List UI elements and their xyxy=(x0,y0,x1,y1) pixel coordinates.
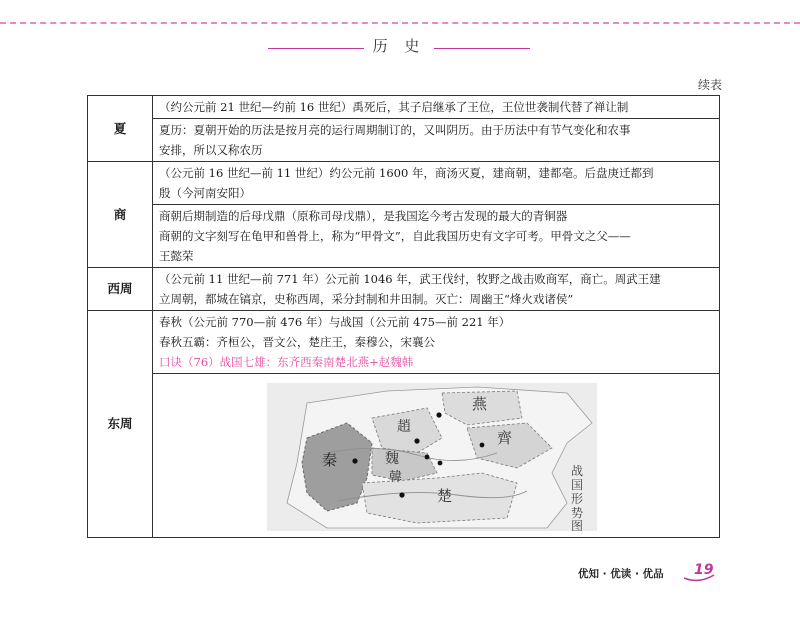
table-row xyxy=(88,374,720,538)
cell-text: 王懿荣 xyxy=(159,249,194,263)
page-number: 19 xyxy=(694,562,714,578)
table-cell xyxy=(153,162,720,205)
era-western-zhou: 西周 xyxy=(88,268,153,311)
header-rule-right xyxy=(434,48,530,49)
mnemonic-text: 口诀（76）战国七雄：东齐西秦南楚北燕+赵魏韩 xyxy=(159,355,414,369)
table-cell xyxy=(153,311,720,374)
map-label-wei: 魏 xyxy=(385,451,399,467)
map-caption-char: 图 xyxy=(571,519,584,531)
top-dashed-border xyxy=(0,22,800,24)
map-label-qin: 秦 xyxy=(322,451,338,469)
cell-text: 春秋（公元前 770—前 476 年）与战国（公元前 475—前 221 年） xyxy=(159,315,511,329)
cell-text: 安排，所以又称农历 xyxy=(159,143,263,157)
continued-label: 续表 xyxy=(697,78,722,92)
map-label-qi: 齊 xyxy=(497,429,513,447)
cell-text: 商朝的文字刻写在龟甲和兽骨上，称为“甲骨文”，自此我国历史有文字可考。甲骨文之父—— xyxy=(159,229,631,243)
map-label-han: 韓 xyxy=(389,470,403,485)
table-cell xyxy=(153,96,720,119)
cell-text: （约公元前 21 世纪—约前 16 世纪）禹死后，其子启继承了王位，王位世袭制代替了禅让制 xyxy=(159,100,629,114)
header-rule-left xyxy=(268,48,364,49)
map-label-zhao: 趙 xyxy=(397,419,411,435)
footer-slogan: 优知 · 优读 · 优品 xyxy=(578,568,664,580)
cell-text: 殷（今河南安阳） xyxy=(159,186,251,200)
table-row xyxy=(88,162,720,205)
era-xia: 夏 xyxy=(88,96,153,162)
map-caption-char: 战 xyxy=(571,464,584,478)
map-cell xyxy=(153,374,720,538)
cell-text: （公元前 16 世纪—前 11 世纪）约公元前 1600 年，商汤灭夏，建商朝，建都亳。后盘庚迁都到 xyxy=(159,166,654,180)
cell-text: （公元前 11 世纪—前 771 年）公元前 1046 年，武王伐纣，牧野之战击败商军，商亡。周武王建 xyxy=(159,272,661,286)
cell-text: 立周朝，都城在镐京，史称西周，采分封制和井田制。灭亡：周幽王“烽火戏诸侯” xyxy=(159,292,574,306)
history-table xyxy=(87,95,720,538)
map-label-chu: 楚 xyxy=(437,487,453,505)
page-subject-title: 历 史 xyxy=(372,37,426,55)
table-row xyxy=(88,268,720,311)
table-row xyxy=(88,311,720,374)
cell-text: 商朝后期制造的后母戊鼎（原称司母戊鼎），是我国迄今考古发现的最大的青铜器 xyxy=(159,209,568,223)
warring-states-map xyxy=(267,383,597,531)
map-caption-char: 势 xyxy=(571,506,584,520)
map-caption-char: 形 xyxy=(571,492,584,506)
cell-text: 春秋五霸：齐桓公，晋文公，楚庄王，秦穆公，宋襄公 xyxy=(159,335,435,349)
table-cell xyxy=(153,205,720,268)
map-label-yan: 燕 xyxy=(472,395,488,413)
table-row xyxy=(88,205,720,268)
table-row xyxy=(88,96,720,119)
table-row xyxy=(88,119,720,162)
table-cell xyxy=(153,119,720,162)
cell-text: 夏历：夏朝开始的历法是按月亮的运行周期制订的，又叫阴历。由于历法中有节气变化和农事 xyxy=(159,123,631,137)
era-shang: 商 xyxy=(88,162,153,268)
era-eastern-zhou: 东周 xyxy=(88,311,153,538)
map-caption-char: 国 xyxy=(571,478,584,492)
table-cell xyxy=(153,268,720,311)
swoosh-icon xyxy=(682,572,716,582)
